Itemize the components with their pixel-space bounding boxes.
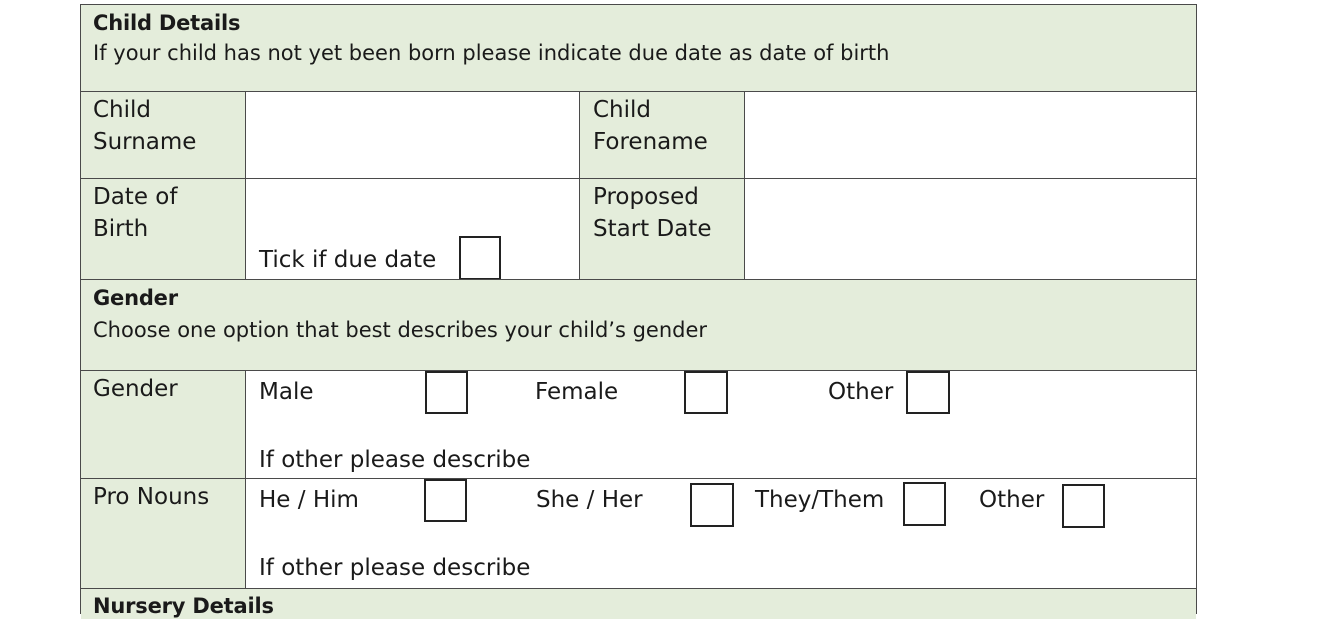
gender-row [81,371,1196,478]
gender-male-checkbox[interactable] [425,371,468,414]
pronoun-other-checkbox[interactable] [1062,484,1105,528]
due-date-label: Tick if due date [259,247,437,273]
pronoun-they-label: They/Them [755,487,885,513]
child-details-header [81,5,1196,91]
dob-label-line2: Birth [93,216,149,242]
pronouns-label: Pro Nouns [93,484,210,510]
section-title-nursery: Nursery Details [93,594,274,618]
start-date-input[interactable] [745,179,1196,279]
surname-label-line1: Child [93,97,152,123]
gender-female-checkbox[interactable] [684,371,728,414]
dob-input[interactable] [246,179,579,239]
pronoun-they-checkbox[interactable] [903,482,946,526]
pronoun-other-label: Other [979,487,1045,513]
gender-other-label: Other [828,379,894,405]
due-date-checkbox[interactable] [459,236,501,280]
pronoun-he-label: He / Him [259,487,359,513]
gender-male-label: Male [259,379,314,405]
gender-label: Gender [93,376,178,402]
pronoun-she-label: She / Her [536,487,643,513]
date-row [81,179,1196,279]
forename-input[interactable] [745,92,1196,178]
nursery-header [81,589,1196,619]
start-date-label-line1: Proposed [593,184,699,210]
forename-label-line2: Forename [593,129,708,155]
name-row [81,92,1196,178]
start-date-label-line2: Start Date [593,216,712,242]
gender-female-label: Female [535,379,619,405]
section-title-gender: Gender [93,286,178,310]
section-subtitle-gender: Choose one option that best describes your child’s gender [93,318,708,342]
pronoun-he-checkbox[interactable] [424,479,467,522]
dob-label-line1: Date of [93,184,178,210]
gender-other-checkbox[interactable] [906,371,950,414]
gender-describe-input[interactable] [581,437,1196,477]
pronoun-describe-input[interactable] [581,545,1196,585]
pronoun-she-checkbox[interactable] [690,483,734,527]
section-title-child-details: Child Details [93,11,241,35]
surname-input[interactable] [246,92,579,178]
pronouns-row [81,479,1196,588]
section-subtitle-child-details: If your child has not yet been born please indicate due date as date of birth [93,41,890,65]
gender-header [81,280,1196,370]
forename-label-line1: Child [593,97,652,123]
gender-describe-label: If other please describe [259,447,531,473]
surname-label-line2: Surname [93,129,197,155]
child-details-form [80,4,1197,618]
pronoun-describe-label: If other please describe [259,555,531,581]
